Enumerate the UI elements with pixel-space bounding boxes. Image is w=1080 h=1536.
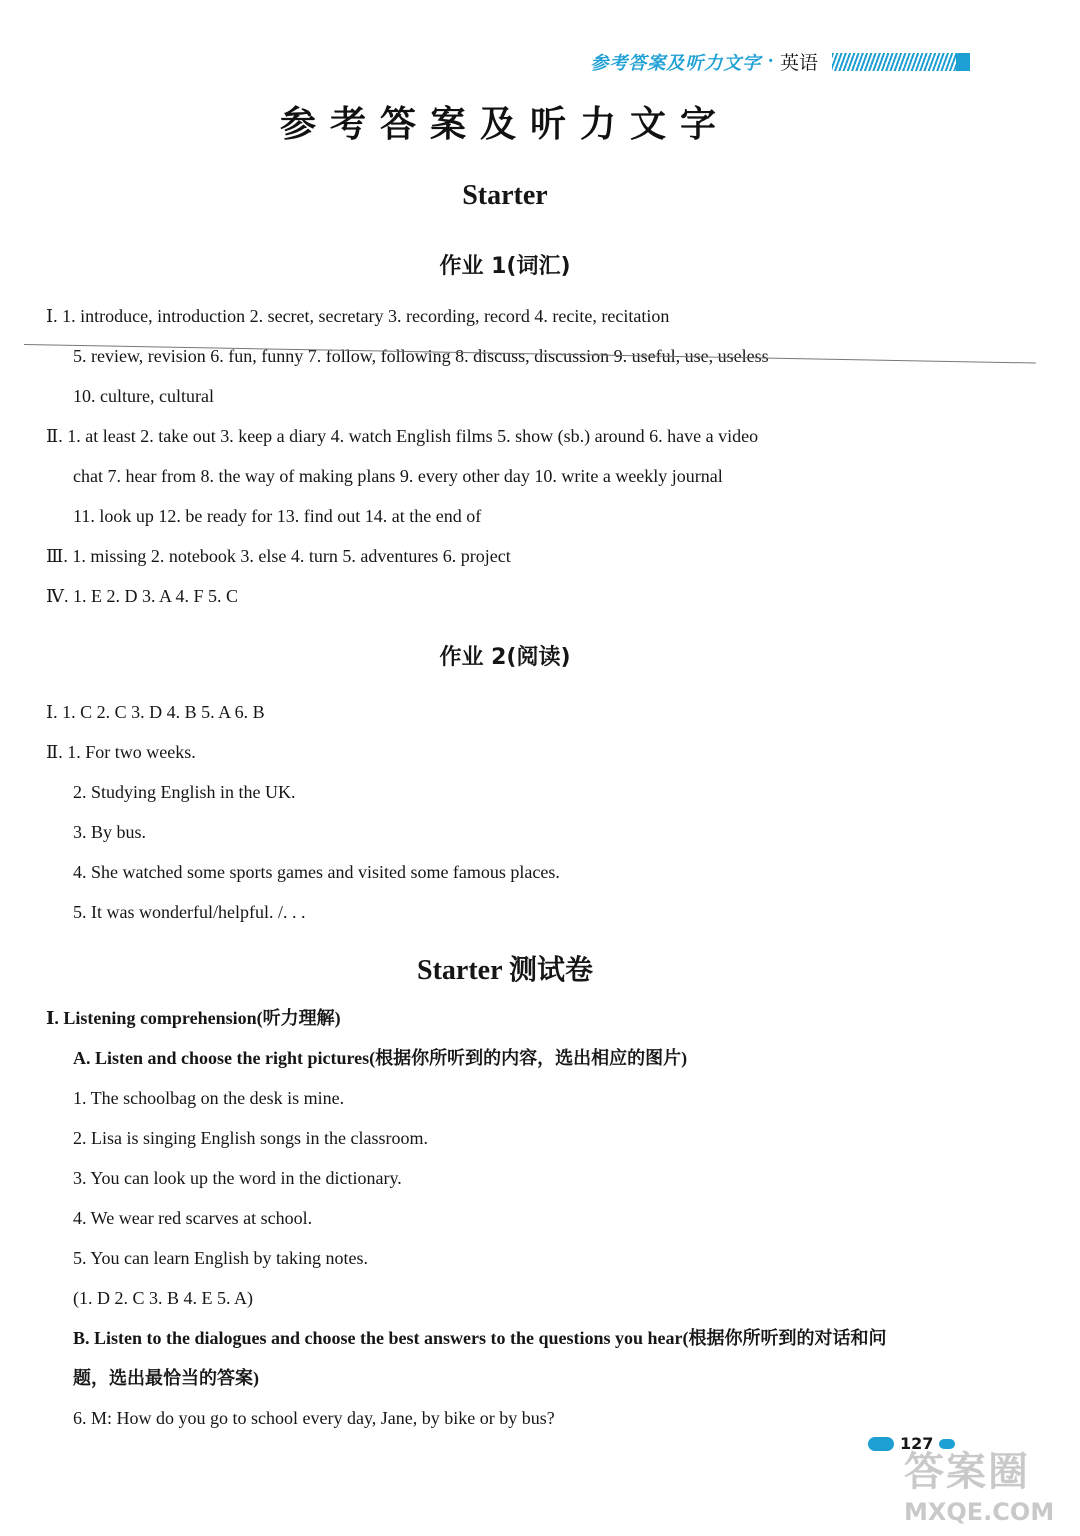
section-heading-starter: Starter: [462, 180, 548, 211]
page-title: 参考答案及听力文字: [279, 104, 730, 145]
homework-2-heading: 作业 2(阅读): [439, 645, 571, 670]
answer-line: 3. By bus.: [73, 822, 147, 842]
test-line: 5. You can learn English by taking notes.: [73, 1248, 368, 1268]
answer-line: Ⅰ. 1. C 2. C 3. D 4. B 5. A 6. B: [46, 702, 265, 722]
header-subject: 英语: [779, 52, 818, 74]
homework-1-heading: 作业 1(词汇): [439, 254, 571, 279]
test-heading: Starter 测试卷: [417, 955, 593, 986]
answer-line: Ⅱ. 1. For two weeks.: [46, 742, 196, 762]
running-header: [590, 48, 970, 75]
test-line: 题，选出最恰当的答案): [73, 1368, 259, 1388]
answer-line: 4. She watched some sports games and visited some famous places.: [73, 862, 560, 882]
watermark-logo: 答案圈: [904, 1449, 1030, 1495]
test-line: 1. The schoolbag on the desk is mine.: [73, 1088, 345, 1108]
header-stripe-decoration: [832, 53, 970, 71]
test-line: 6. M: How do you go to school every day, Jane, by bike or by bus?: [73, 1408, 555, 1428]
answer-line: Ⅲ. 1. missing 2. notebook 3. else 4. turn 5. adventures 6. project: [46, 546, 511, 566]
answer-line: Ⅳ. 1. E 2. D 3. A 4. F 5. C: [46, 586, 239, 606]
page-number: 127: [900, 1434, 934, 1453]
answer-line: 2. Studying English in the UK.: [73, 782, 296, 802]
watermark: [876, 1440, 1072, 1530]
test-line: 4. We wear red scarves at school.: [73, 1208, 313, 1228]
test-line: 3. You can look up the word in the dictionary.: [73, 1168, 402, 1188]
answer-line: Ⅱ. 1. at least 2. take out 3. keep a diary 4. watch English films 5. show (sb.) around 6. have a video: [46, 426, 759, 446]
test-line: A. Listen and choose the right pictures(根据你所听到的内容，选出相应的图片): [73, 1048, 688, 1068]
answer-line: 11. look up 12. be ready for 13. find out 14. at the end of: [73, 506, 482, 526]
test-line: B. Listen to the dialogues and choose the best answers to the questions you hear(根据你所听到的对话和问: [73, 1328, 887, 1348]
answer-line: chat 7. hear from 8. the way of making plans 9. every other day 10. write a weekly journal: [73, 466, 723, 486]
header-separator: ·: [767, 50, 774, 72]
answer-line: 10. culture, cultural: [73, 386, 214, 406]
answer-line: 5. It was wonderful/helpful. /. . .: [73, 902, 306, 922]
header-section-label: 参考答案及听力文字: [590, 52, 762, 74]
test-line: (1. D 2. C 3. B 4. E 5. A): [73, 1288, 253, 1308]
test-line: 2. Lisa is singing English songs in the classroom.: [73, 1128, 428, 1148]
test-line: Ⅰ. Listening comprehension(听力理解): [46, 1008, 341, 1028]
watermark-url: MXQE.COM: [904, 1498, 1055, 1526]
answer-line: 5. review, revision 6. fun, funny 7. follow, following 8. discuss, discussion 9. useful, use, useless: [73, 346, 769, 366]
answer-line: Ⅰ. 1. introduce, introduction 2. secret, secretary 3. recording, record 4. recite, recitation: [46, 306, 670, 326]
